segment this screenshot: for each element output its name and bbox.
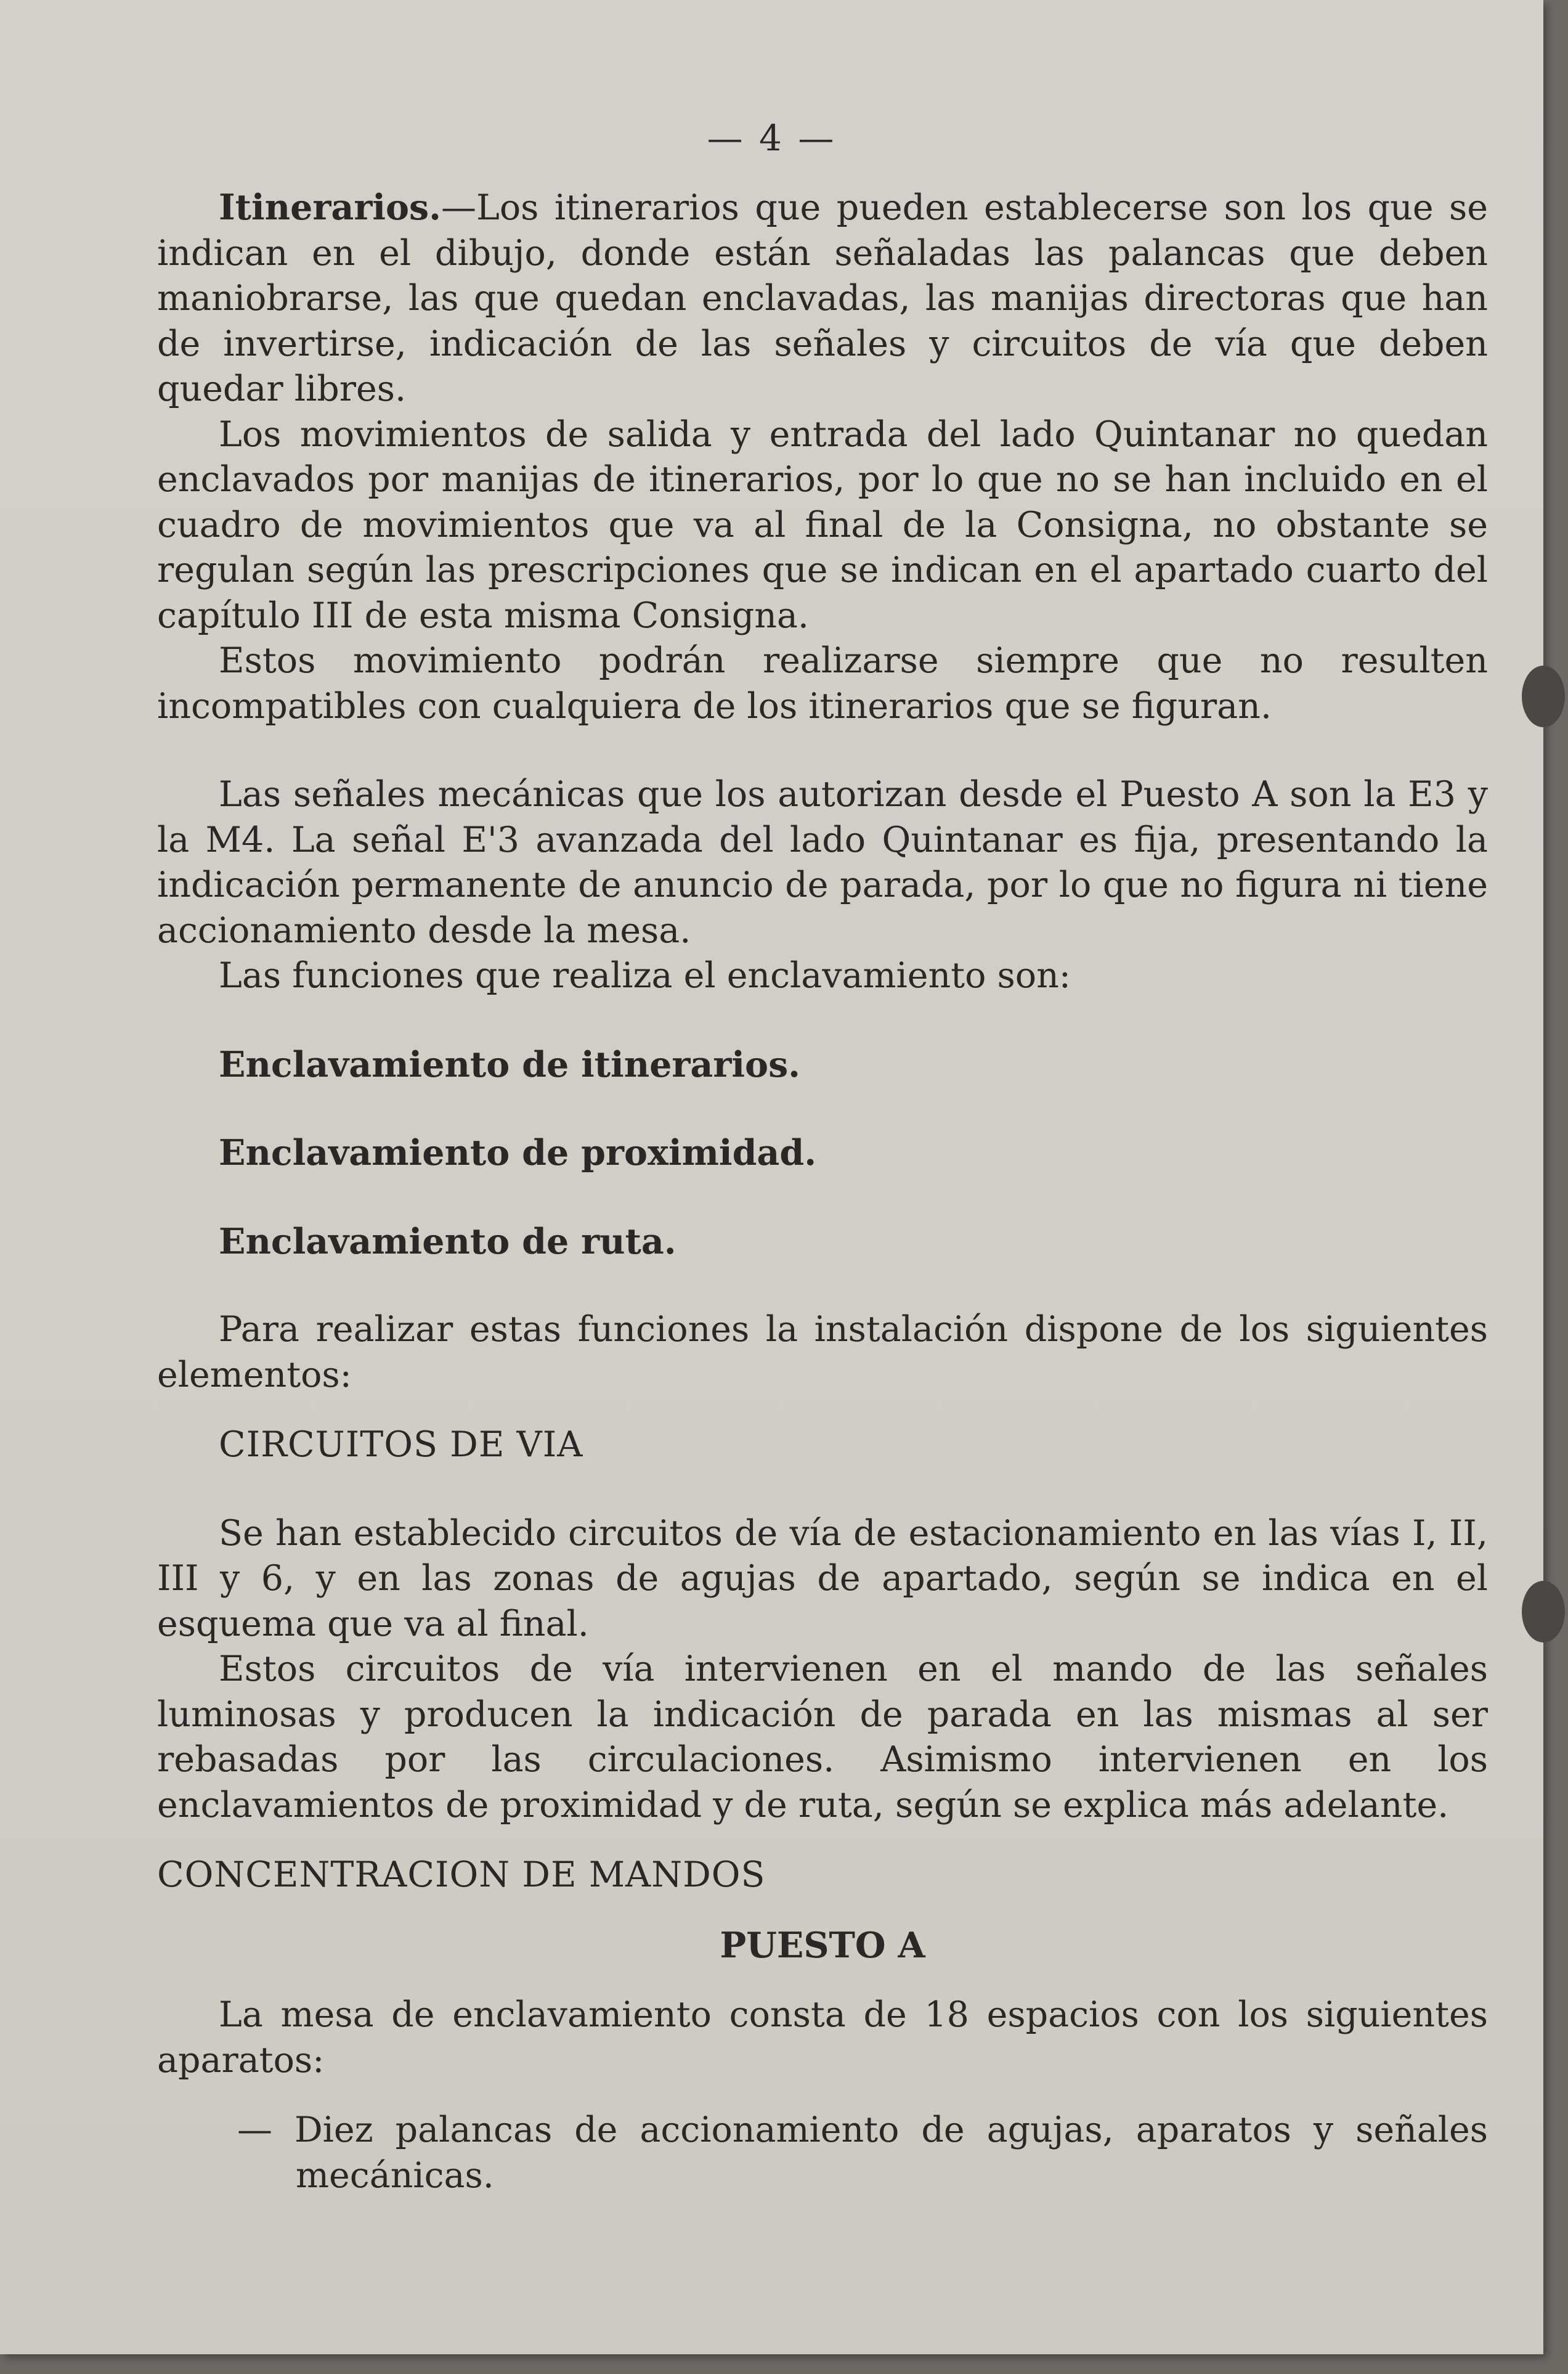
spacer — [157, 1468, 1488, 1511]
paragraph: Para realizar estas funciones la instalación dispone de los siguientes elementos: — [157, 1309, 1488, 1395]
paragraph: Los movimientos de salida y entrada del lado Quintanar no quedan enclavados por manijas de itinerarios, por lo que no se han incluido en el cuadro de movimientos que va al final de la Consigna, no obstante se regulan según las prescripciones que se indican en el apartado cuarto del capítulo III de esta misma Consigna. — [157, 414, 1488, 636]
spacer — [157, 1898, 1488, 1923]
list-item: — Diez palancas de accionamiento de agujas, aparatos y señales mecánicas. — [237, 2110, 1488, 2196]
section-heading-concentracion: CONCENTRACION DE MANDOS — [157, 1854, 766, 1895]
heading-enclavamiento-proximidad: Enclavamiento de proximidad. — [219, 1132, 817, 1173]
itinerarios-label: Itinerarios. — [219, 187, 441, 228]
spacer — [157, 1828, 1488, 1853]
paragraph: Las funciones que realiza el enclavamiento son: — [219, 955, 1071, 996]
spacer — [157, 1968, 1488, 1993]
heading-enclavamiento-itinerarios: Enclavamiento de itinerarios. — [219, 1043, 801, 1085]
spacer — [157, 1398, 1488, 1422]
spacer — [157, 999, 1488, 1042]
itinerarios-text: —Los itinerarios que pueden establecerse son los que se indican en el dibujo, donde están señaladas las palancas que deben maniobrarse, las que quedan enclavadas, las manijas directoras que han de invertirse, indicación de las señales y circuitos de vía que deben quedar libres. — [157, 187, 1488, 409]
page-number: — 4 — — [707, 117, 837, 159]
spacer — [157, 1176, 1488, 1219]
paragraph: Estos circuitos de vía intervienen en el mando de las señales luminosas y producen la indicación de parada en las mismas al ser rebasadas por las circulaciones. Asimismo intervienen en los enclavamientos de proximidad y de ruta, según se explica más adelante. — [157, 1649, 1488, 1825]
document-body — [157, 185, 1488, 2198]
binder-hole — [1522, 666, 1565, 727]
section-heading-circuitos: CIRCUITOS DE VIA — [219, 1424, 583, 1465]
spacer — [157, 1087, 1488, 1130]
spacer — [157, 1264, 1488, 1307]
paragraph: Se han establecido circuitos de vía de estacionamiento en las vías I, II, III y 6, y en las zonas de agujas de apartado, según se indica en el esquema que va al final. — [157, 1512, 1488, 1644]
spacer — [157, 729, 1488, 772]
paragraph: La mesa de enclavamiento consta de 18 espacios con los siguientes aparatos: — [157, 1994, 1488, 2081]
section-heading-puesto: PUESTO A — [720, 1924, 925, 1966]
paragraph: Las señales mecánicas que los autorizan desde el Puesto A son la E3 y la M4. La señal E'3 avanzada del lado Quintanar es fija, presentando la indicación permanente de anuncio de parada, por lo que no figura ni tiene accionamiento desde la mesa. — [157, 774, 1488, 951]
paragraph-itinerarios — [157, 185, 1488, 412]
spacer — [157, 2083, 1488, 2108]
heading-enclavamiento-ruta: Enclavamiento de ruta. — [219, 1220, 676, 1262]
paragraph: Estos movimiento podrán realizarse siempre que no resulten incompatibles con cualquiera de los itinerarios que se figuran. — [157, 640, 1488, 727]
binder-hole — [1522, 1581, 1565, 1642]
